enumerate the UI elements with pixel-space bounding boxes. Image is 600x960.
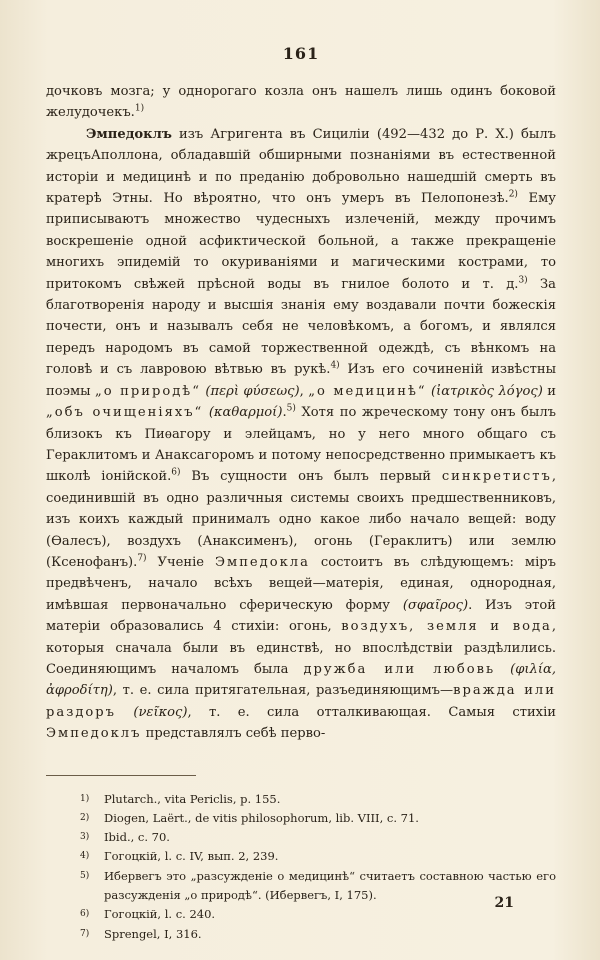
footnote-divider: [46, 775, 196, 776]
footnote-mark: 4): [80, 851, 90, 862]
footnote: [46, 905, 556, 924]
footnote: [46, 925, 556, 944]
note-ref[interactable]: 3): [518, 275, 528, 286]
greek-term: (ἰατρικὸς λόγος): [431, 383, 543, 399]
footnote: [46, 847, 556, 866]
note-ref[interactable]: 4): [330, 360, 340, 371]
footnotes: [46, 790, 556, 944]
text-segment: Въ сущности онъ былъ первый: [180, 469, 442, 485]
text-segment: ,: [299, 383, 309, 399]
footnote-mark: 7): [80, 928, 90, 939]
text-segment: , которыя сначала были въ единствѣ, но впослѣдствіи раздѣлились. Соединяющимъ началомъ была: [46, 619, 557, 677]
footnote-mark: 3): [80, 832, 90, 843]
footnote-text: Гогоцкій, l. c. 240.: [104, 907, 216, 922]
note-ref[interactable]: 7): [137, 553, 147, 564]
poem-title: „о медицинѣ“: [308, 383, 427, 399]
footnote-text: Diogen, Laërt., de vitis philosophorum, lib. VIII, c. 71.: [104, 810, 419, 825]
body-text: [46, 81, 556, 745]
text-segment: , соединившій въ одно различныя системы своихъ предшественниковъ, изъ коихъ каждый принималъ одно какое либо начало вещей: воду (Ѳалесъ), воздухъ (Анаксименъ), огонь (Гераклитъ) или землю (Ксенофанъ).: [46, 469, 556, 570]
text-segment: . Изъ этой матеріи образовались 4 стихіи: огонь,: [46, 597, 556, 635]
note-ref[interactable]: 6): [171, 467, 181, 478]
poem-title: „объ очищеніяхъ“: [46, 405, 204, 421]
emphasis-term: вражда или раздоръ: [46, 683, 556, 720]
text-segment: Ему приписываютъ множество чудесныхъ излеченій, между прочимъ воскрешеніе одной асфиктической больной, а также прекращеніе многихъ эпидемій то окуриваніями и магическими кострами, то притокомъ свѣжей прѣсной воды въ гнилое болото и т. д.: [46, 191, 556, 292]
text-segment: , т. е. сила отталкивающая. Самыя стихіи: [187, 704, 556, 720]
text-segment: состоитъ въ слѣдующемъ: міръ предвѣченъ, начало всѣхъ вещей—матерія, единая, однородная, имѣвшая первоначально сферическую форму: [46, 554, 556, 613]
text-segment: и: [542, 383, 557, 399]
paragraph-text: дочковъ мозга; у однорогаго козла онъ нашелъ лишь одинъ боковой желудочекъ.: [46, 84, 556, 121]
greek-term: (φιλία, ἀφροδίτη): [46, 661, 556, 699]
text-segment: , т. е. сила притягательная, разъединяющимъ—: [112, 683, 454, 699]
printer-signature: 21: [494, 895, 514, 911]
text-segment: За благотворенія народу и высшія знанія ему воздавали почти божескія почести, онъ и называлъ себя не человѣкомъ, а богомъ, и являлся передъ народомъ въ самой торжественной одеждѣ, съ вѣнкомъ на головѣ и съ лавровою вѣтвью въ рукѣ.: [46, 276, 556, 378]
text-segment: [495, 662, 510, 677]
footnote-text: Ибервегъ это „разсужденіе о медицинѣ“ считаетъ составною частью его разсужденія „о природѣ“. (Ибервегъ, I, 175).: [104, 868, 556, 903]
note-ref[interactable]: 2): [508, 189, 518, 200]
paragraph-empedocles: Эмпедоклъ изъ Агригента въ Сициліи (492—432 до Р. Х.) былъ жрецъАполлона, обладавшій обширными познаніями въ естественной исторіи и медицинѣ и по преданію добровольно нашедшій смерть въ кратерѣ Этны. Но вѣроятно, что онъ умеръ въ Пелопонезѣ.$^{2)}$ Ему приписываютъ множество чудесныхъ излеченій, между прочимъ воскрешеніе одной асфиктической больной, а также прекращеніе многихъ эпидемій то окуриваніями и магическими кострами, то притокомъ свѣжей прѣсной воды въ гнилое болото и т. д.$^{3)}$ За благотворенія народу и высшія знанія ему воздавали почти божескія почести, онъ и называлъ себя не человѣкомъ, а богомъ, и являлся передъ народомъ въ самой торжественной одеждѣ, съ вѣнкомъ на головѣ и съ лавровою вѣтвью въ рукѣ.$^{4)}$ Изъ его сочиненій извѣстны поэмы „о природѣ“ (περὶ φύσεως), „о медицинѣ“ (ἰατρικὸς λόγος) и „объ очищеніяхъ“ (καθαρμοί).$^{5)}$ Хотя по жреческому тону онъ былъ близокъ къ Пиѳагору и элейцамъ, но у него много общаго съ Гераклитомъ и Анаксагоромъ и потому непосредственно примыкаетъ къ школѣ іонійской.$^{6)}$ Въ сущности онъ былъ первый синкретистъ, соединившій въ одно различныя системы своихъ предшественниковъ, изъ коихъ каждый принималъ одно какое либо начало вещей: воду (Ѳалесъ), воздухъ (Анаксименъ), огонь (Гераклитъ) или землю (Ксенофанъ).$^{7)}$ Ученіе Эмпедокла состоитъ въ слѣдующемъ: міръ предвѣченъ, начало всѣхъ вещей—матерія, единая, однородная, имѣвшая первоначально сферическую форму (σφαῖρος). Изъ этой матеріи образовались 4 стихіи: огонь, воздухъ, земля и вода, которыя сначала были въ единствѣ, но впослѣдствіи раздѣлились. Соединяющимъ началомъ была дружба или любовь (φιλία, ἀφροδίτη), т. е. сила притягательная, разъединяющимъ—вражда или раздоръ (νεῖκος), т. е. сила отталкивающая. Самыя стихіи Эмпедоклъ представлялъ себѣ перво-: [46, 126, 557, 742]
emphasis-term: воздухъ, земля и вода: [341, 619, 552, 635]
footnote-mark: 1): [80, 793, 90, 804]
paragraph-continuation: [46, 81, 556, 124]
text-segment: Ученіе: [146, 554, 215, 570]
footnote-mark: 2): [80, 812, 90, 823]
footnote: [46, 790, 556, 809]
footnote: [46, 828, 556, 847]
note-ref[interactable]: 1): [134, 104, 145, 115]
emphasis-term: Эмпедокла: [214, 554, 310, 570]
emphasis-term: дружба или любовь: [303, 661, 496, 677]
greek-term: (καθαρμοί): [208, 405, 283, 421]
greek-term: (σφαῖρος): [402, 597, 469, 613]
footnote-text: Ibid., c. 70.: [104, 830, 170, 845]
text-segment: Изъ его сочиненій извѣстны поэмы: [46, 362, 556, 399]
footnote-mark: 6): [80, 909, 90, 920]
note-ref[interactable]: 5): [286, 403, 296, 414]
footnote-text: Гогоцкій, l. c. IV, вып. 2, 239.: [104, 849, 279, 864]
text-segment: изъ Агригента въ Сициліи (492—432 до Р. Х.) былъ жрецъАполлона, обладавшій обширными познаніями въ естественной исторіи и медицинѣ и по преданію добровольно нашедшій смерть въ кратерѣ Этны. Но вѣроятно, что онъ умеръ въ Пелопонезѣ.: [46, 126, 556, 207]
poem-title: „о природѣ“: [95, 383, 201, 399]
text-segment: представлялъ себѣ перво-: [141, 726, 326, 742]
greek-term: (περὶ φύσεως): [205, 383, 300, 399]
footnote-text: Plutarch., vita Periclis, p. 155.: [104, 791, 281, 806]
text-segment: Хотя по жреческому тону онъ былъ близокъ къ Пиѳагору и элейцамъ, но у него много общаго съ Гераклитомъ и Анаксагоромъ и потому непосредственно примыкаетъ къ школѣ іонійской.: [46, 405, 556, 485]
text-segment: [116, 705, 133, 720]
emphasis-term: синкретистъ: [441, 469, 552, 485]
footnote-text: Sprengel, I, 316.: [104, 926, 202, 941]
greek-term: (νεῖκος): [133, 704, 188, 720]
footnote: [46, 809, 556, 828]
person-name: Эмпедоклъ: [86, 126, 172, 142]
footnote-mark: 5): [80, 870, 90, 881]
footnote: [46, 867, 556, 906]
emphasis-term: Эмпедоклъ: [46, 726, 142, 742]
page-number: 161: [282, 44, 320, 63]
